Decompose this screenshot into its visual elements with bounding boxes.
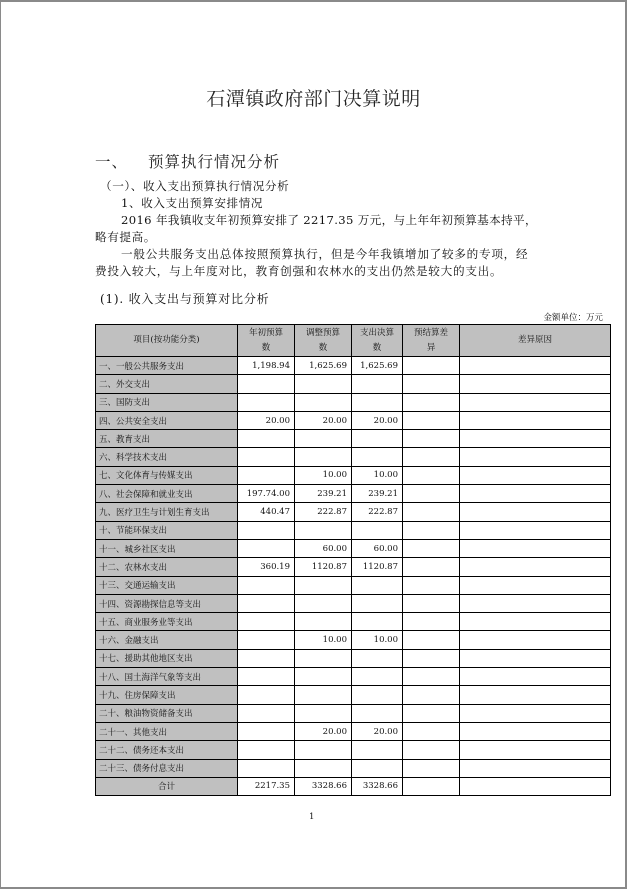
cell-reason [460,375,611,393]
cell-initial [238,649,295,667]
table-row [96,649,611,667]
cell-final: 20.00 [352,411,403,429]
cell-final: 239.21 [352,485,403,503]
header-final-line2: 数 [372,342,382,353]
cell-adjusted [295,521,352,539]
cell-final: 1120.87 [352,558,403,576]
cell-reason [460,357,611,375]
cell-diff [403,448,460,466]
cell-diff [403,503,460,521]
budget-comparison-table [95,324,611,796]
cell-initial [238,759,295,777]
row-item-label: 二十、粮油物资储备支出 [96,704,238,722]
cell-reason [460,521,611,539]
table-row [96,686,611,704]
cell-diff [403,539,460,557]
cell-final [352,649,403,667]
cell-diff [403,393,460,411]
cell-adjusted [295,594,352,612]
header-adjusted-line1: 调整预算 [305,327,340,338]
table-body [96,357,611,796]
row-item-label: 十六、金融支出 [96,631,238,649]
cell-diff [403,704,460,722]
table-header-row [96,325,611,357]
table-row [96,411,611,429]
cell-final [352,576,403,594]
cell-adjusted [295,686,352,704]
table-row [96,485,611,503]
cell-final [352,448,403,466]
cell-reason [460,430,611,448]
cell-reason [460,485,611,503]
table-row [96,503,611,521]
cell-reason [460,503,611,521]
cell-diff [403,485,460,503]
cell-initial [238,631,295,649]
cell-reason [460,668,611,686]
cell-adjusted [295,576,352,594]
paragraph-1-line-2: 略有提高。 [95,230,156,244]
cell-initial: 2217.35 [238,777,295,795]
cell-reason [460,722,611,740]
cell-final [352,613,403,631]
cell-initial: 360.19 [238,558,295,576]
row-item-label: 八、社会保障和就业支出 [96,485,238,503]
cell-reason [460,393,611,411]
table-row [96,576,611,594]
cell-initial [238,539,295,557]
row-item-label: 六、科学技术支出 [96,448,238,466]
table-row [96,594,611,612]
subsection-heading: （一）、收入支出预算执行情况分析 [100,179,290,193]
header-diff-line1: 预结算差 [413,327,448,338]
cell-reason [460,649,611,667]
header-initial-line1: 年初预算 [248,327,283,338]
table-row [96,631,611,649]
cell-final [352,594,403,612]
cell-adjusted: 60.00 [295,539,352,557]
row-item-label: 二十三、债务付息支出 [96,759,238,777]
cell-adjusted: 20.00 [295,411,352,429]
row-item-label: 五、教育支出 [96,430,238,448]
cell-initial: 197.74.00 [238,485,295,503]
cell-diff [403,375,460,393]
cell-adjusted [295,448,352,466]
cell-reason [460,777,611,795]
cell-initial [238,594,295,612]
cell-final [352,741,403,759]
row-item-label: 九、医疗卫生与计划生育支出 [96,503,238,521]
cell-initial: 1,198.94 [238,357,295,375]
cell-adjusted [295,393,352,411]
cell-reason [460,411,611,429]
cell-reason [460,759,611,777]
cell-reason [460,631,611,649]
cell-diff [403,430,460,448]
cell-adjusted: 3328.66 [295,777,352,795]
table-row [96,539,611,557]
cell-final [352,704,403,722]
cell-initial [238,393,295,411]
cell-adjusted: 1,625.69 [295,357,352,375]
cell-diff [403,613,460,631]
cell-diff [403,722,460,740]
cell-reason [460,576,611,594]
cell-initial: 440.47 [238,503,295,521]
header-difference [403,325,460,357]
cell-diff [403,411,460,429]
cell-reason [460,466,611,484]
cell-initial [238,466,295,484]
row-item-label: 十七、援助其他地区支出 [96,649,238,667]
total-label: 合计 [96,777,238,795]
cell-reason [460,613,611,631]
cell-final: 10.00 [352,466,403,484]
cell-adjusted: 222.87 [295,503,352,521]
paragraph-2-line-1: 一般公共服务支出总体按照预算执行，但是今年我镇增加了较多的专项，经 [121,247,529,261]
item-heading: 1、收入支出预算安排情况 [121,196,264,210]
cell-final [352,668,403,686]
cell-final [352,393,403,411]
cell-initial [238,576,295,594]
section-number: 一、 [95,153,129,171]
cell-adjusted: 10.00 [295,631,352,649]
cell-final [352,686,403,704]
row-item-label: 十四、资源勘探信息等支出 [96,594,238,612]
section-heading [95,150,280,172]
cell-final: 3328.66 [352,777,403,795]
cell-diff [403,686,460,704]
section-title: 预算执行情况分析 [148,153,281,171]
cell-adjusted [295,649,352,667]
cell-initial [238,430,295,448]
table-row [96,741,611,759]
header-adjusted-budget [295,325,352,357]
page-number: 1 [309,812,315,822]
cell-diff [403,741,460,759]
row-item-label: 二十二、债务还本支出 [96,741,238,759]
cell-final: 222.87 [352,503,403,521]
table-row [96,722,611,740]
cell-adjusted: 239.21 [295,485,352,503]
cell-adjusted [295,704,352,722]
document-title: 石潭镇政府部门决算说明 [206,88,421,110]
cell-diff [403,521,460,539]
cell-final: 10.00 [352,631,403,649]
cell-adjusted [295,613,352,631]
cell-initial [238,704,295,722]
cell-diff [403,594,460,612]
cell-final [352,521,403,539]
table-row [96,357,611,375]
table-row [96,759,611,777]
cell-diff [403,649,460,667]
row-item-label: 十三、交通运输支出 [96,576,238,594]
cell-diff [403,631,460,649]
header-reason: 差异原因 [460,325,611,357]
row-item-label: 三、国防支出 [96,393,238,411]
cell-adjusted [295,375,352,393]
paragraph-1-line-1: 2016 年我镇收支年初预算安排了 2217.35 万元，与上年年初预算基本持平， [121,213,537,227]
cell-final [352,375,403,393]
cell-adjusted: 1120.87 [295,558,352,576]
table-row [96,466,611,484]
header-final-line1: 支出决算 [359,327,394,338]
cell-adjusted: 20.00 [295,722,352,740]
cell-diff [403,668,460,686]
paragraph-2-line-2: 费投入较大，与上年度对比，教育创强和农林水的支出仍然是较大的支出。 [95,264,503,278]
table-row [96,704,611,722]
cell-diff [403,576,460,594]
cell-initial [238,448,295,466]
table-row [96,430,611,448]
cell-diff [403,777,460,795]
table-subtitle: (1). 收入支出与预算对比分析 [100,292,270,306]
cell-adjusted [295,430,352,448]
row-item-label: 十、节能环保支出 [96,521,238,539]
cell-final: 20.00 [352,722,403,740]
cell-initial [238,722,295,740]
table-total-row [96,777,611,795]
cell-initial [238,375,295,393]
cell-initial [238,521,295,539]
row-item-label: 二十一、其他支出 [96,722,238,740]
table-row [96,375,611,393]
cell-diff [403,759,460,777]
cell-reason [460,448,611,466]
cell-diff [403,466,460,484]
unit-label: 金额单位：万元 [543,313,603,323]
cell-initial [238,613,295,631]
row-item-label: 十二、农林水支出 [96,558,238,576]
row-item-label: 一、一般公共服务支出 [96,357,238,375]
cell-diff [403,357,460,375]
cell-initial [238,686,295,704]
cell-initial [238,741,295,759]
cell-initial: 20.00 [238,411,295,429]
table-row [96,668,611,686]
cell-initial [238,668,295,686]
header-item: 项目(按功能分类) [96,325,238,357]
table-row [96,448,611,466]
cell-final [352,430,403,448]
cell-final: 1,625.69 [352,357,403,375]
header-final-accounts [352,325,403,357]
row-item-label: 十五、商业服务业等支出 [96,613,238,631]
header-diff-line2: 异 [426,342,436,353]
row-item-label: 四、公共安全支出 [96,411,238,429]
cell-final [352,759,403,777]
row-item-label: 二、外交支出 [96,375,238,393]
row-item-label: 十一、城乡社区支出 [96,539,238,557]
cell-diff [403,558,460,576]
cell-final: 60.00 [352,539,403,557]
cell-adjusted [295,759,352,777]
cell-reason [460,558,611,576]
row-item-label: 十八、国土海洋气象等支出 [96,668,238,686]
cell-reason [460,704,611,722]
cell-adjusted [295,741,352,759]
cell-reason [460,594,611,612]
header-adjusted-line2: 数 [318,342,328,353]
cell-adjusted [295,668,352,686]
cell-reason [460,539,611,557]
table-row [96,613,611,631]
header-initial-budget [238,325,295,357]
table-row [96,393,611,411]
cell-reason [460,686,611,704]
table-row [96,521,611,539]
cell-adjusted: 10.00 [295,466,352,484]
cell-reason [460,741,611,759]
table-row [96,558,611,576]
row-item-label: 十九、住房保障支出 [96,686,238,704]
row-item-label: 七、文化体育与传媒支出 [96,466,238,484]
header-initial-line2: 数 [261,342,271,353]
